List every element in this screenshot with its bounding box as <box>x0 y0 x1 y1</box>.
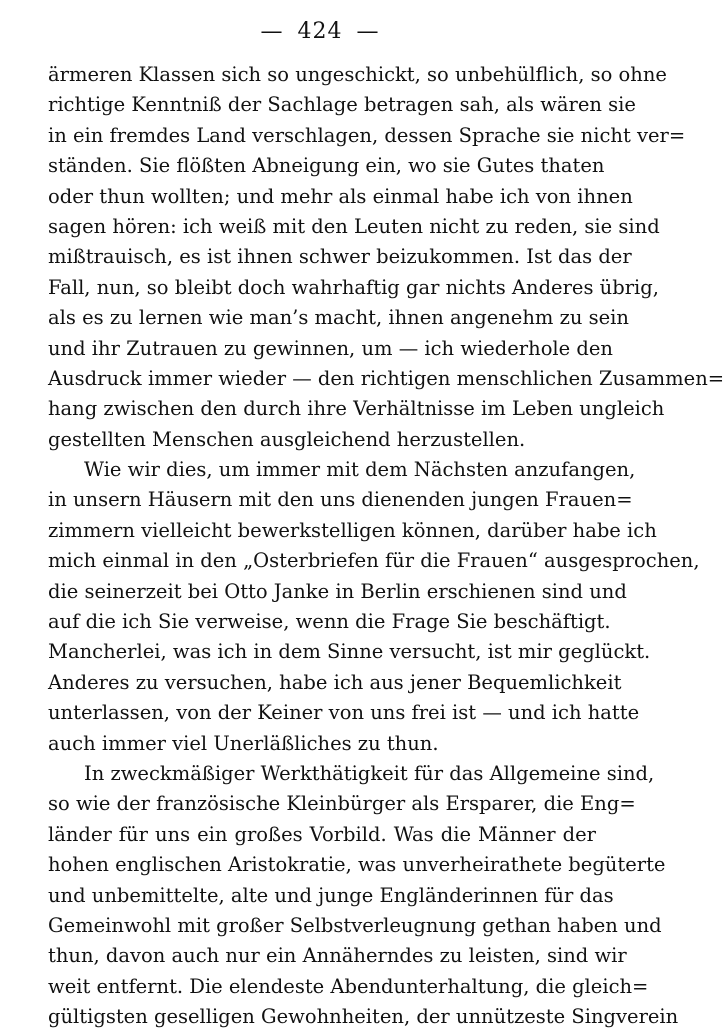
text-line: länder für uns ein großes Vorbild. Was die Männer der <box>48 822 596 846</box>
text-line: Gemeinwohl mit großer Selbstverleugnung gethan haben und <box>48 913 662 937</box>
text-line: ständen. Sie flößten Abneigung ein, wo sie Gutes thaten <box>48 154 605 178</box>
text-line: hohen englischen Aristokratie, was unverheirathete begüterte <box>48 853 666 877</box>
paragraph-3 <box>48 759 679 1033</box>
text-line: als es zu lernen wie man’s macht, ihnen angenehm zu sein <box>48 306 629 330</box>
paragraph-2 <box>48 455 700 759</box>
text-line: sagen hören: ich weiß mit den Leuten nicht zu reden, sie sind <box>48 214 660 238</box>
text-line: Ausdruck immer wieder — den richtigen menschlichen Zusammen= <box>48 366 724 390</box>
text-line: Anderes zu versuchen, habe ich aus jener Bequemlichkeit <box>48 670 622 694</box>
paragraph-1 <box>48 60 724 455</box>
text-line: gestellten Menschen ausgleichend herzustellen. <box>48 427 526 451</box>
body-text <box>48 60 724 1033</box>
text-line: gültigsten geselligen Gewohnheiten, der unnützeste Singverein <box>48 1005 679 1029</box>
text-line: zimmern vielleicht bewerkstelligen können, darüber habe ich <box>48 518 657 542</box>
text-line: auf die ich Sie verweise, wenn die Frage Sie beschäftigt. <box>48 610 611 634</box>
text-line: so wie der französische Kleinbürger als Ersparer, die Eng= <box>48 792 636 816</box>
text-line: oder thun wollten; und mehr als einmal habe ich von ihnen <box>48 184 633 208</box>
text-line: Mancherlei, was ich in dem Sinne versucht, ist mir geglückt. <box>48 640 651 664</box>
text-line: und ihr Zutrauen zu gewinnen, um — ich wiederhole den <box>48 336 613 360</box>
text-line: mich einmal in den „Osterbriefen für die Frauen“ ausgesprochen, <box>48 549 700 573</box>
text-line: und unbemittelte, alte und junge Engländerinnen für das <box>48 883 614 907</box>
text-line: richtige Kenntniß der Sachlage betragen sah, als wären sie <box>48 93 636 117</box>
text-line: Fall, nun, so bleibt doch wahrhaftig gar nichts Anderes übrig, <box>48 275 659 299</box>
text-line: mißtrauisch, es ist ihnen schwer beizukommen. Ist das der <box>48 245 632 269</box>
page-number: 424 <box>297 19 343 44</box>
page-header <box>0 18 640 46</box>
text-line: in ein fremdes Land verschlagen, dessen Sprache sie nicht ver= <box>48 123 686 147</box>
text-line: auch immer viel Unerläßliches zu thun. <box>48 731 439 755</box>
text-line: weit entfernt. Die elendeste Abendunterhaltung, die gleich= <box>48 974 649 998</box>
text-line: ärmeren Klassen sich so ungeschickt, so unbehülflich, so ohne <box>48 63 667 86</box>
text-line: Wie wir dies, um immer mit dem Nächsten anzufangen, <box>84 458 636 482</box>
text-line: In zweckmäßiger Werkthätigkeit für das Allgemeine sind, <box>84 761 655 785</box>
header-dash-left: — <box>260 19 284 44</box>
text-line: unterlassen, von der Keiner von uns frei ist — und ich hatte <box>48 701 640 725</box>
text-line: hang zwischen den durch ihre Verhältnisse im Leben ungleich <box>48 397 665 421</box>
text-line: thun, davon auch nur ein Annäherndes zu leisten, sind wir <box>48 944 627 968</box>
text-line: in unsern Häusern mit den uns dienenden jungen Frauen= <box>48 488 633 512</box>
header-dash-right: — <box>356 19 380 44</box>
text-line: die seinerzeit bei Otto Janke in Berlin erschienen sind und <box>48 579 627 603</box>
